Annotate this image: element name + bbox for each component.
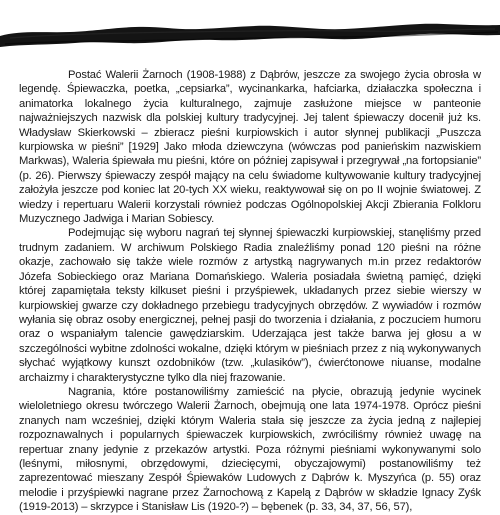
paragraph-3: Nagrania, które postanowiliśmy zamieścić na płycie, obrazują jedynie wycinek wieloletniego okresu twórczego Walerii Żarnoch, obejmują one lata 1974-1978. Oprócz pieśni znanych nam wcześniej, dzięki którym Waleria stała się jeszcze za życia jedną z najlepiej rozpoznawalnych i popularnych śpiewaczek kurpiowskich, zwróciliśmy również uwagę na repertuar znany jedynie z przekazów artystki. Poza różnymi pieśniami wykonywanymi solo (leśnymi, miłosnymi, obrzędowymi, dziecięcymi, obyczajowymi) postanowiliśmy też zaprezentować mieszany Zespół Śpiewaków Ludowych z Dąbrów k. Myszyńca (p. 55) oraz melodie i przyśpiewki nagrane przez Żarnochową z Kapelą z Dąbrów w składzie Ignacy Zyśk (1919-2013) – skrzypce i Stanisław Lis (1920-?) – bębenek (p. 33, 34, 37, 56, 57),	[19, 385, 481, 514]
paragraph-2: Podejmując się wyboru nagrań tej słynnej śpiewaczki kurpiowskiej, stanęliśmy przed trudnym zadaniem. W archiwum Polskiego Radia znaleźliśmy ponad 120 pieśni na różne okazje, zachowało się także wiele rozmów z artystką nagrywanych m.in przez redaktorów Józefa Sobieckiego oraz Mariana Domańskiego. Waleria posiadała świetną pamięć, dzięki której zapamiętała teksty kilkuset pieśni i przyśpiewek, układanych przez siebie wierszy w kurpiowskiej gwarze czy dokładnego przebiegu tradycyjnych obrzędów. Z wywiadów i rozmów wyłania się obraz osoby energicznej, pełnej pasji do tworzenia i działania, z poczuciem humoru oraz o wspaniałym talencie gawędziarskim. Uderzająca jest także barwa jej głosu a w szczególności wybitne zdolności wokalne, dzięki którym w pieśniach przez z nią wykonywanych słychać wyjątkowy kunszt ozdobników (tzw. „kulasików”), ćwierćtonowe niuanse, modalne archaizmy i charakterystyczne tylko dla niej frazowanie.	[19, 227, 481, 384]
article-body	[19, 68, 481, 515]
paragraph-1: Postać Walerii Żarnoch (1908-1988) z Dąbrów, jeszcze za swojego życia obrosła w legendę. Śpiewaczka, poetka, „cepsiarka”, wycinankarka, hafciarka, działaczka społeczna i animatorka lokalnego życia kulturalnego, zajmuje zasłużone miejsce w panteonie najważniejszych nazwisk dla polskiej kultury tradycyjnej. Jej talent śpiewaczy docenił już ks. Władysław Skierkowski – zbieracz pieśni kurpiowskich i autor słynnej publikacji „Puszcza kurpiowska w pieśni” [1929] Jako młoda dziewczyna (wówczas pod panieńskim nazwiskiem Markwas), Waleria śpiewała mu pieśni, które on później zapisywał i przegrywał „na fortopsianie” (p. 26). Pierwszy śpiewaczy zespół mający na celu świadome kultywowanie kultury tradycyjnej założyła jeszcze pod koniec lat 20-tych XX wieku, reaktywował się on po II wojnie światowej. Z wiedzy i repertuaru Walerii korzystali również podczas Ogólnopolskiej Akcji Zbierania Folkloru Muzycznego Jadwiga i Marian Sobiescy.	[19, 69, 481, 226]
brush-stroke-decoration	[0, 0, 500, 60]
